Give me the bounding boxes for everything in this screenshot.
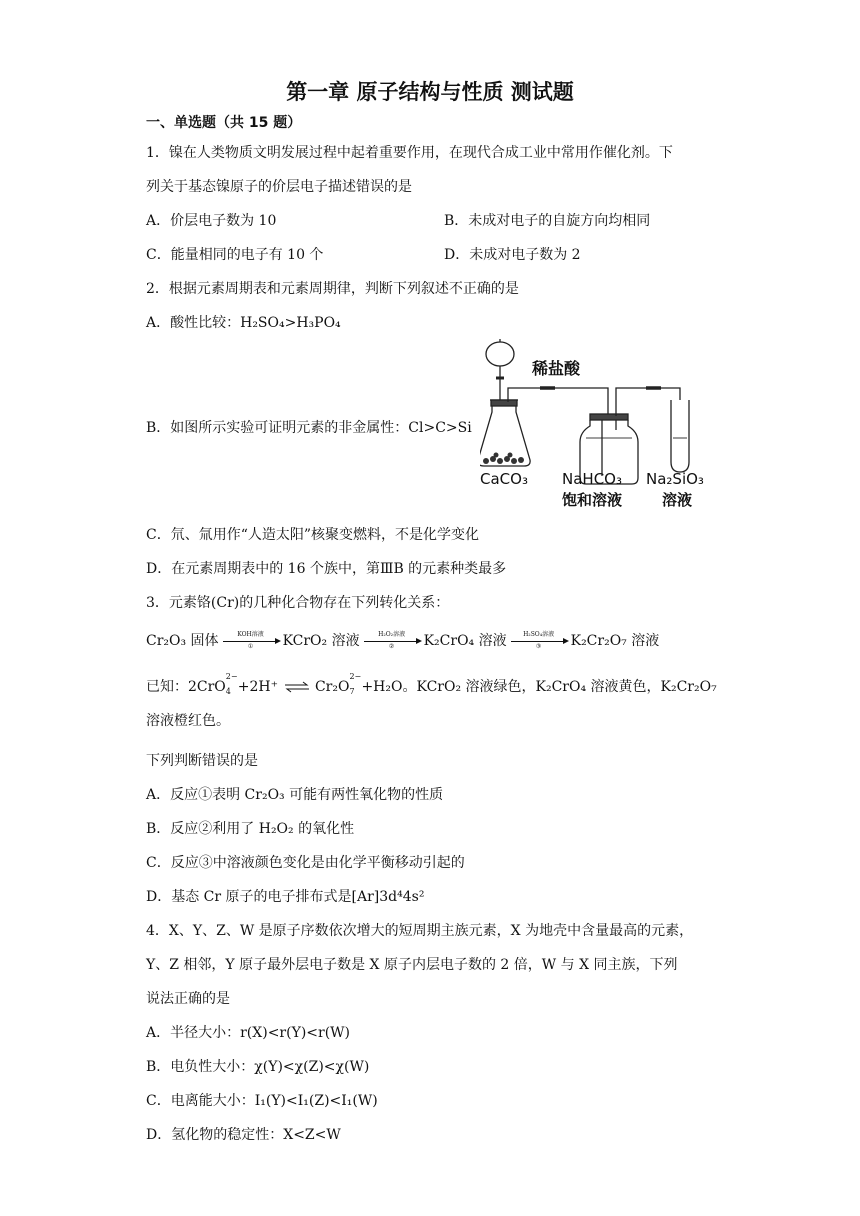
- index-cro4: 4: [225, 687, 231, 696]
- charge-cro4: 2−: [225, 672, 238, 681]
- label-solution: 溶液: [662, 491, 693, 509]
- label-na2sio3: Na₂SiO₃: [646, 470, 704, 488]
- q3-known-line2: 溶液橙红色。: [146, 713, 230, 729]
- q2-stem: 2．根据元素周期表和元素周期律，判断下列叙述不正确的是: [146, 281, 519, 297]
- chain-cr2o3: Cr₂O₃ 固体: [146, 633, 219, 649]
- apparatus-figure: [480, 338, 725, 516]
- q2-option-a: A．酸性比较：H₂SO₄>H₃PO₄: [146, 315, 341, 331]
- chain-kcro2: KCrO₂ 溶液: [282, 633, 360, 649]
- step-2: ②: [388, 643, 395, 650]
- q3-option-b: B．反应②利用了 H₂O₂ 的氧化性: [146, 821, 355, 837]
- q1-option-b: B．未成对电子的自旋方向均相同: [444, 213, 651, 229]
- charge-cr2o7: 2−: [349, 672, 362, 681]
- q4-option-a: A．半径大小：r(X)<r(Y)<r(W): [146, 1025, 351, 1041]
- q1-stem-line2: 列关于基态镍原子的价层电子描述错误的是: [146, 179, 412, 195]
- q3-known-line1: [146, 672, 717, 696]
- q3-option-d: D．基态 Cr 原子的电子排布式是[Ar]3d⁴4s²: [146, 889, 425, 905]
- reaction-arrow-3: [509, 633, 569, 649]
- q2-option-b: B．如图所示实验可证明元素的非金属性：Cl>C>Si: [146, 420, 472, 436]
- q3-stem: 3．元素铬(Cr)的几种化合物存在下列转化关系：: [146, 595, 450, 611]
- q3-option-c: C．反应③中溶液颜色变化是由化学平衡移动引起的: [146, 855, 465, 871]
- label-saturated-solution: 饱和溶液: [562, 491, 623, 509]
- reaction-arrow-1: [221, 633, 281, 649]
- label-caco3: CaCO₃: [480, 470, 528, 488]
- q2-option-d: D．在元素周期表中的 16 个族中，第ⅢB 的元素种类最多: [146, 561, 507, 577]
- known-text-3: Cr₂O: [314, 679, 350, 695]
- q1-option-a: A．价层电子数为 10: [146, 213, 277, 229]
- known-text-1: 已知：2CrO: [146, 679, 226, 695]
- chain-k2cro4: K₂CrO₄ 溶液: [423, 633, 507, 649]
- reagent-koh: KOH溶液: [237, 631, 264, 638]
- equilibrium-arrow-icon: [283, 680, 311, 694]
- section-heading: 一、单选题（共 15 题）: [146, 115, 302, 131]
- q3-prompt: 下列判断错误的是: [146, 753, 258, 769]
- q4-stem-line3: 说法正确的是: [146, 991, 230, 1007]
- chain-k2cr2o7: K₂Cr₂O₇ 溶液: [570, 633, 660, 649]
- index-cr2o7: 7: [349, 687, 355, 696]
- reaction-arrow-2: [362, 633, 422, 649]
- known-text-4: +H₂O。KCrO₂ 溶液绿色，K₂CrO₄ 溶液黄色，K₂Cr₂O₇: [361, 679, 717, 695]
- label-dilute-hcl: 稀盐酸: [532, 359, 581, 378]
- q1-stem-line1: 1．镍在人类物质文明发展过程中起着重要作用，在现代合成工业中常用作催化剂。下: [146, 145, 673, 161]
- q3-option-a: A．反应①表明 Cr₂O₃ 可能有两性氧化物的性质: [146, 787, 444, 803]
- q2-option-c: C．氘、氚用作“人造太阳”核聚变燃料，不是化学变化: [146, 527, 480, 543]
- q1-option-d: D．未成对电子数为 2: [444, 247, 581, 263]
- q4-stem-line1: 4．X、Y、Z、W 是原子序数依次增大的短周期主族元素，X 为地壳中含量最高的元素，: [146, 923, 694, 939]
- reagent-h2o2: H₂O₂溶液: [378, 631, 406, 638]
- q4-option-d: D．氢化物的稳定性：X<Z<W: [146, 1127, 341, 1143]
- q4-option-b: B．电负性大小：χ(Y)<χ(Z)<χ(W): [146, 1059, 370, 1075]
- page-title: 第一章 原子结构与性质 测试题: [286, 80, 574, 104]
- q1-option-c: C．能量相同的电子有 10 个: [146, 247, 324, 263]
- q4-stem-line2: Y、Z 相邻，Y 原子最外层电子数是 X 原子内层电子数的 2 倍，W 与 X 同主族，下列: [146, 957, 678, 973]
- q4-option-c: C．电离能大小：I₁(Y)<I₁(Z)<I₁(W): [146, 1093, 378, 1109]
- step-1: ①: [247, 643, 254, 650]
- known-text-2: +2H⁺: [237, 679, 279, 695]
- q3-reaction-chain: [146, 630, 659, 650]
- reagent-h2so4: H₂SO₄溶液: [523, 631, 555, 638]
- step-3: ③: [535, 643, 542, 650]
- label-nahco3: NaHCO₃: [562, 470, 622, 488]
